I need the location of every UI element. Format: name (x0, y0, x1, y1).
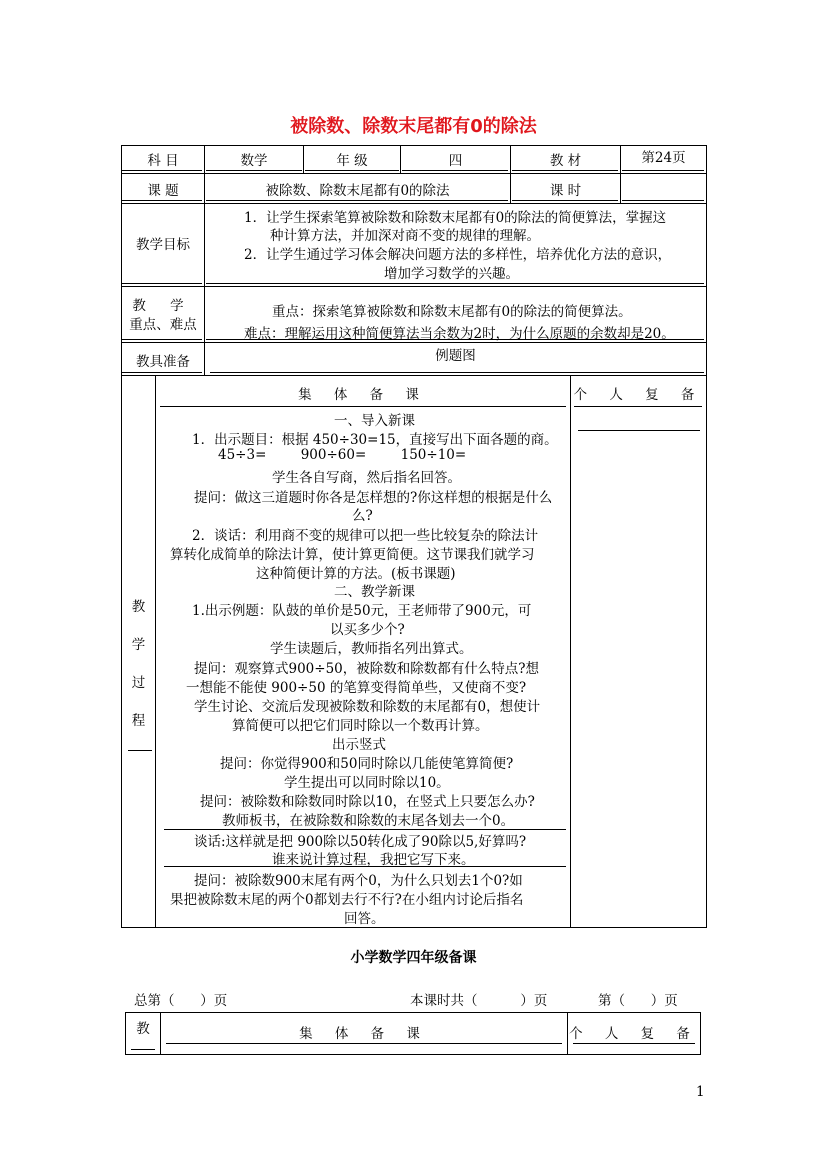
process-line: 教师板书，在被除数和除数的末尾各划去一个0。 (222, 813, 515, 829)
page-count: 第（ ）页 (598, 993, 678, 1009)
process-line: 谈话:这样就是把 900除以50转化成了90除以5,好算吗? (194, 834, 527, 850)
process-line: 算简便可以把它们同时除以一个数再计算。 (232, 718, 489, 734)
process-line: 一、导入新课 (334, 413, 415, 429)
topic-label: 课 题 (147, 183, 179, 199)
goal-line: 1．让学生探索笔算被除数和除数末尾都有0的除法的简便算法，掌握这 (244, 210, 667, 226)
textbook-label: 教 材 (549, 153, 582, 169)
process-line: 学生提出可以同时除以10。 (284, 775, 450, 791)
page-number: 1 (696, 1084, 705, 1100)
footer-side-label: 教 (136, 1021, 150, 1037)
hours-total: 本课时共（ ）页 (410, 993, 548, 1009)
hours-label: 课 时 (549, 183, 582, 199)
process-line: 提问：观察算式900÷50，被除数和除数都有什么特点?想 (194, 661, 539, 677)
footer-personal-header: 个 人 复 备 (569, 1026, 699, 1042)
process-line: 学生讨论、交流后发现被除数和除数的末尾都有0，想使计 (194, 699, 541, 715)
difficult-point: 难点：理解运用这种简便算法当余数为2时，为什么原题的余数却是20。 (244, 326, 675, 342)
keypoints-label-line2: 重点、难点 (129, 317, 197, 333)
process-line: 这种简便计算的方法。(板书课题) (256, 566, 456, 582)
process-line: 一想能不能使 900÷50 的笔算变得简单些，又使商不变? (186, 680, 527, 696)
topic-value: 被除数、除数末尾都有0的除法 (265, 183, 450, 199)
side-char: 教 (131, 599, 146, 615)
grade-value: 四 (448, 153, 463, 169)
process-line: 学生各自写商，然后指名回答。 (272, 470, 461, 486)
document-title: 被除数、除数末尾都有0的除法 (290, 116, 537, 137)
process-line: 算转化成简单的除法计算，使计算更简便。这节课我们就学习 (170, 547, 535, 563)
process-line: 以买多少个? (330, 622, 405, 638)
subject-value: 数学 (240, 153, 268, 169)
process-line: 1.出示例题：队鼓的单价是50元，王老师带了900元，可 (192, 603, 532, 619)
footer-subtitle: 小学数学四年级备课 (350, 950, 477, 966)
process-line: 45÷3= 900÷60= 150÷10= (218, 447, 467, 463)
process-line: 2．谈话：利用商不变的规律可以把一些比较复杂的除法计 (192, 528, 539, 544)
side-char: 程 (131, 713, 146, 729)
total-pages: 总第（ ）页 (134, 993, 228, 1009)
process-line: 提问：被除数900末尾有两个0，为什么只划去1个0?如 (194, 873, 523, 889)
process-line: 提问：你觉得900和50同时除以几能使笔算简便? (220, 756, 514, 772)
goal-line: 2．让学生通过学习体会解决问题方法的多样性，培养优化方法的意识， (244, 247, 672, 263)
tools-value: 例题图 (435, 348, 476, 364)
key-point: 重点：探索笔算被除数和除数末尾都有0的除法的简便算法。 (272, 304, 632, 320)
process-line: 提问：被除数和除数同时除以10，在竖式上只要怎么办? (200, 794, 535, 810)
process-line: 1．出示题目：根据 450÷30=15，直接写出下面各题的商。 (192, 432, 558, 448)
process-line: 果把被除数末尾的两个0都划去行不行?在小组内讨论后指名 (170, 892, 524, 908)
textbook-value: 第24页 (641, 150, 686, 166)
group-prep-header: 集 体 备 课 (298, 387, 428, 403)
goal-line: 种计算方法，并加深对商不变的规律的理解。 (270, 228, 540, 244)
side-char: 过 (131, 675, 146, 691)
keypoints-label-line1: 教 学 (132, 298, 194, 314)
side-char: 学 (131, 637, 146, 653)
process-line: 提问：做这三道题时你各是怎样想的?你这样想的根据是什么 (194, 490, 553, 506)
footer-group-header: 集 体 备 课 (299, 1026, 429, 1042)
personal-prep-header: 个 人 复 备 (573, 387, 704, 403)
process-line: 回答。 (344, 911, 385, 927)
grade-label: 年 级 (336, 153, 368, 169)
goals-label: 教学目标 (136, 237, 190, 253)
process-line: 么? (352, 508, 373, 524)
process-line: 出示竖式 (332, 737, 386, 753)
process-line: 学生读题后，教师指名列出算式。 (270, 641, 473, 657)
subject-label: 科 目 (147, 153, 179, 169)
process-line: 二、教学新课 (334, 584, 415, 600)
process-line: 谁来说计算过程，我把它写下来。 (272, 852, 475, 868)
tools-label: 教具准备 (136, 354, 190, 370)
goal-line: 增加学习数学的兴趣。 (384, 266, 519, 282)
